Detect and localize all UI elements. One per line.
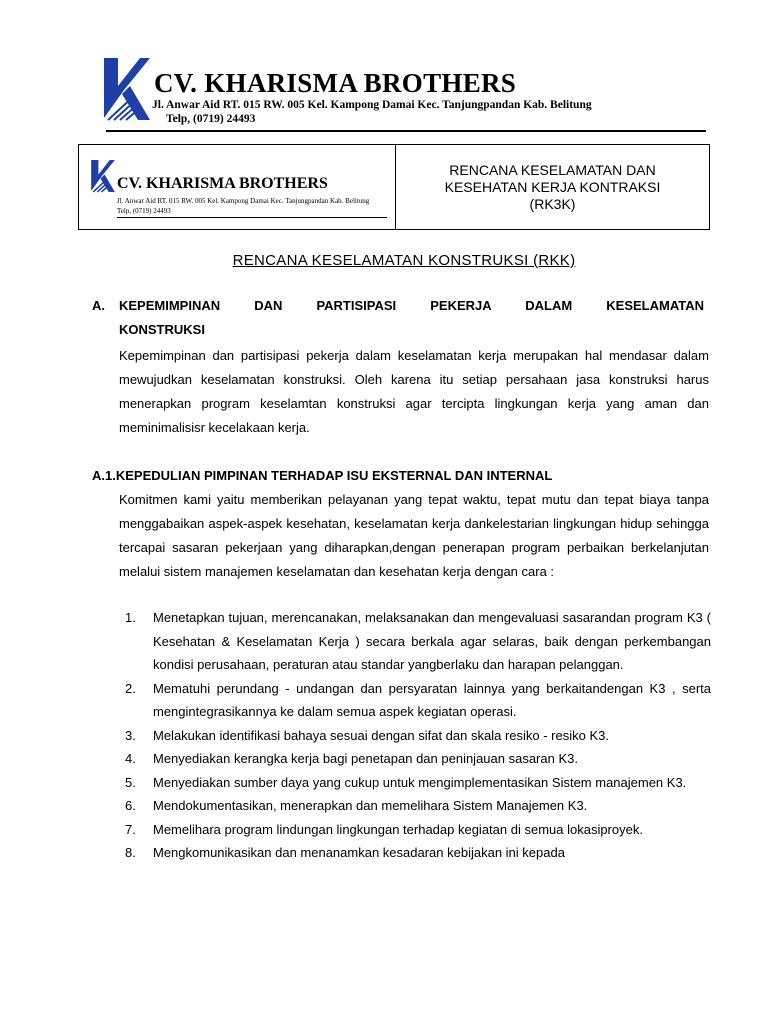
list-item (125, 724, 711, 748)
letterhead-divider (106, 130, 706, 132)
company-name: CV. KHARISMA BROTHERS (154, 68, 517, 98)
list-item (125, 818, 711, 842)
list-text: Mengkomunikasikan dan menanamkan kesadaran kebijakan ini kepada (153, 845, 565, 860)
list-text: Memelihara program lindungan lingkungan terhadap kegiatan di semua lokasiproyek. (153, 821, 643, 837)
section-number: A. (92, 298, 105, 313)
letterhead (100, 54, 720, 134)
commitment-list (125, 606, 711, 865)
list-item (125, 606, 711, 677)
section-heading-line: KONSTRUKSI (119, 322, 205, 337)
header-table (78, 144, 710, 230)
header-logo-cell (79, 145, 396, 229)
header-company-phone: Telp, (0719) 24493 (117, 207, 171, 215)
header-company-name: CV. KHARISMA BROTHERS (117, 175, 328, 192)
header-company-address: Jl. Anwar Aid RT. 015 RW. 005 Kel. Kampong Damai Kec. Tanjungpandan Kab. Belitung (117, 197, 370, 205)
list-text: Mematuhi perundang - undangan dan persyaratan lainnya yang berkaitandengan K3 , serta mengintegrasikannya ke dalam semua aspek kegiatan operasi. (153, 680, 711, 719)
list-number: 2. (125, 680, 136, 696)
list-item (125, 841, 711, 865)
list-number: 5. (125, 774, 136, 790)
header-title-line: RENCANA KESELAMATAN DAN (449, 161, 656, 178)
header-title-line: KESEHATAN KERJA KONTRAKSI (444, 178, 661, 195)
document-title: RENCANA KESELAMATAN KONSTRUKSI (RKK) (232, 252, 576, 269)
list-text: Menyediakan kerangka kerja bagi penetapan dan peninjauan sasaran K3. (153, 751, 578, 766)
company-phone: Telp, (0719) 24493 (166, 113, 256, 125)
list-number: 3. (125, 727, 136, 743)
header-title-line: (RK3K) (529, 195, 576, 212)
list-text: Melakukan identifikasi bahaya sesuai dengan sifat dan skala resiko - resiko K3. (153, 727, 609, 743)
list-item (125, 794, 711, 818)
list-number: 8. (125, 845, 136, 860)
section-a1-paragraph: Komitmen kami yaitu memberikan pelayanan yang tepat waktu, tepat mutu dan tepat biaya tanpa menggabaikan aspek-aspek kesehatan, keselamatan kerja dankelestarian lingkungan hidup sehingga tercapai sasaran pekerjaan yang diharapkan,dengan penerapan program perbaikan berkelanjutan melalui sistem manajemen keselamatan dan kesehatan kerja dengan cara : (119, 492, 709, 579)
list-text: Menetapkan tujuan, merencanakan, melaksanakan dan mengevaluasi sasarandan program K3 ( Kesehatan & Keselamatan Kerja ) secara berkala agar selaras, baik dengan perkembangan kondisi perusahaan, peraturan atau standar yangberlaku dan harapan pelanggan. (153, 610, 711, 672)
list-item (125, 771, 711, 795)
header-divider (117, 217, 387, 218)
list-item (125, 747, 711, 771)
list-number: 4. (125, 751, 136, 766)
company-logo-small-icon (89, 159, 115, 193)
section-heading-line: KEPEMIMPINAN DAN PARTISIPASI PEKERJA DALAM KESELAMATAN (119, 298, 704, 313)
header-title-cell (396, 145, 709, 229)
list-number: 7. (125, 821, 136, 837)
list-text: Menyediakan sumber daya yang cukup untuk mengimplementasikan Sistem manajemen K3. (153, 774, 687, 790)
list-text: Mendokumentasikan, menerapkan dan memelihara Sistem Manajemen K3. (153, 798, 588, 813)
list-number: 1. (125, 610, 136, 625)
company-address: Jl. Anwar Aid RT. 015 RW. 005 Kel. Kampong Damai Kec. Tanjungpandan Kab. Belitung (152, 99, 592, 111)
section-a1-heading: A.1.KEPEDULIAN PIMPINAN TERHADAP ISU EKSTERNAL DAN INTERNAL (92, 468, 553, 483)
section-a-paragraph: Kepemimpinan dan partisipasi pekerja dalam keselamatan kerja merupakan hal mendasar dalam mewujudkan keselamatan konstruksi. Oleh karena itu setiap persahaan jasa konstruksi harus menerapkan program keselamtan konstruksi agar tercipta lingkungan kerja yang aman dan meminimalisisr kecelakaan kerja. (119, 348, 709, 435)
list-number: 6. (125, 798, 136, 813)
list-item (125, 677, 711, 724)
company-logo-icon (100, 56, 150, 122)
